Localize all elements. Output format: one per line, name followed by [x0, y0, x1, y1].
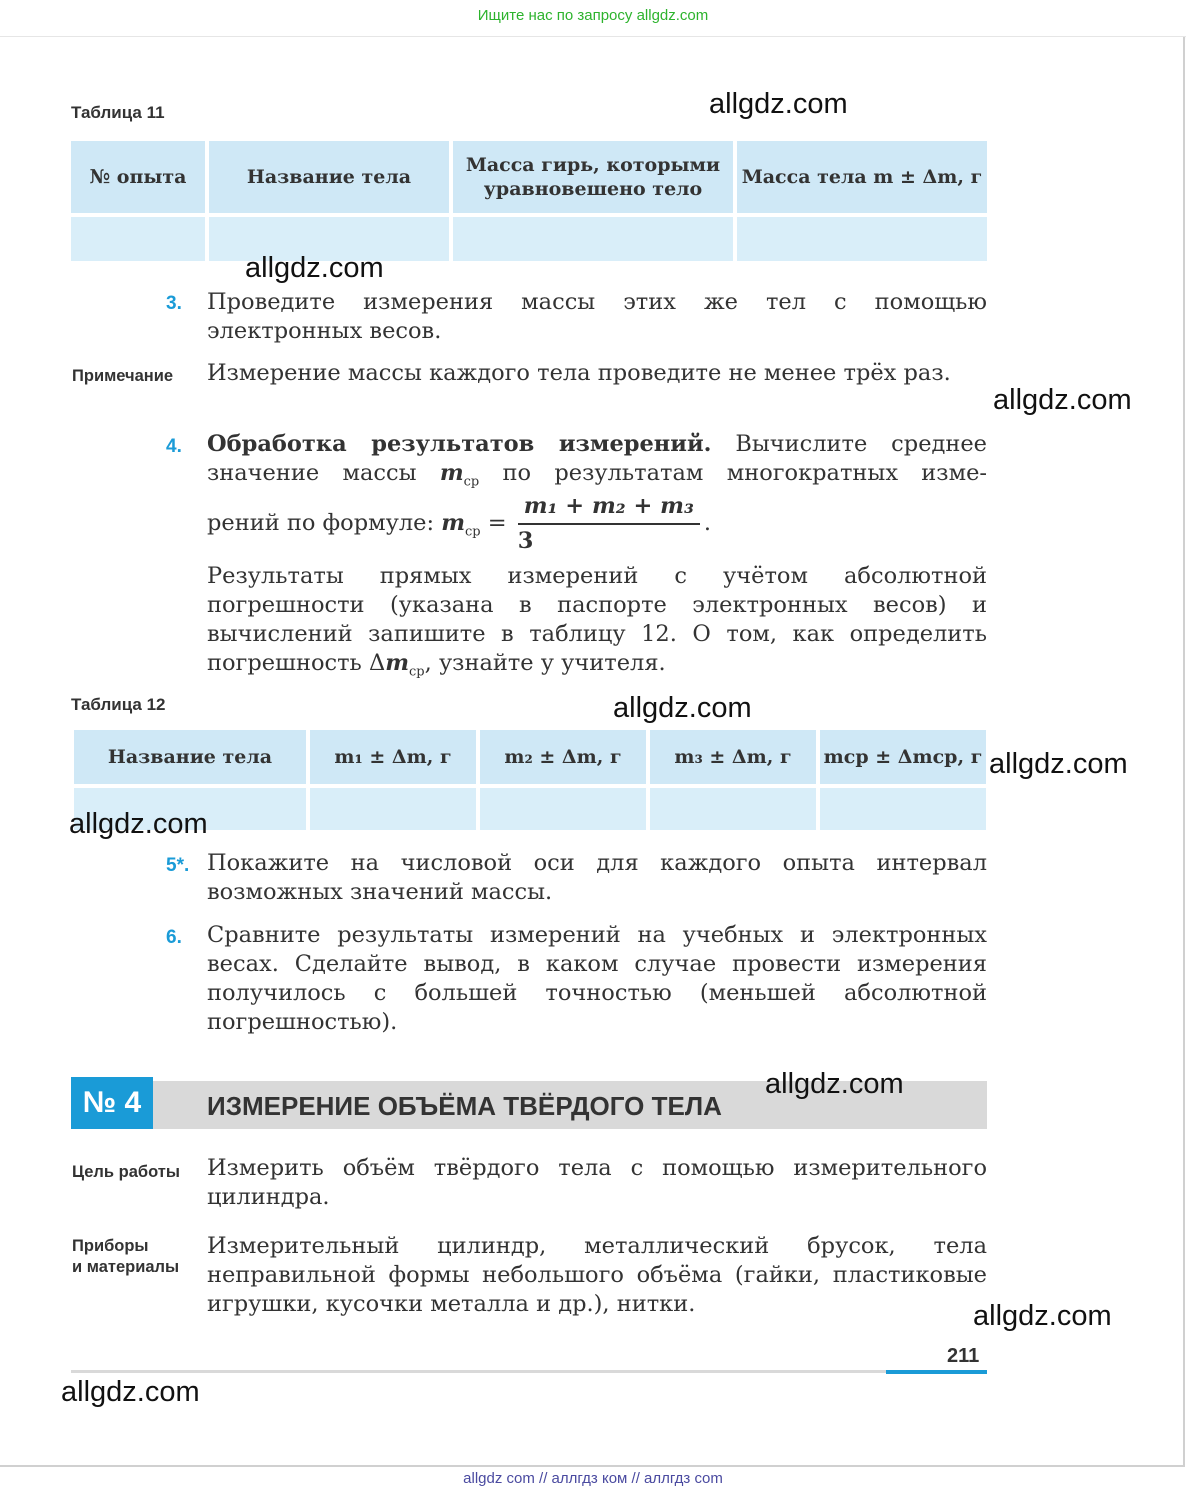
- page-number: 211: [947, 1345, 980, 1367]
- item-4-text-c: рений по формуле:: [207, 510, 442, 536]
- tools-label: [72, 1236, 179, 1278]
- formula-numerator: m₁ + m₂ + m₃: [518, 492, 700, 525]
- item-4-number: 4.: [166, 436, 182, 457]
- table12-header-mcp: mср ± Δmср, г: [820, 730, 986, 784]
- watermark: allgdz.com: [245, 252, 384, 284]
- table-12: [70, 730, 990, 830]
- item-4-p2-b: , узнайте у учителя.: [424, 650, 666, 676]
- watermark: allgdz.com: [613, 692, 752, 724]
- item-4-bold: Обработка результатов измерений.: [207, 431, 712, 457]
- footer-rule: [71, 1370, 987, 1373]
- table12-cell[interactable]: [820, 788, 986, 830]
- watermark: allgdz.com: [973, 1300, 1112, 1332]
- item-4-text-b: по результатам многократных изме-: [479, 460, 987, 486]
- table11-header-mass: Масса тела m ± Δm, г: [737, 141, 987, 213]
- table12-header-m3: m₃ ± Δm, г: [650, 730, 816, 784]
- table12-cell[interactable]: [480, 788, 646, 830]
- watermark: allgdz.com: [765, 1068, 904, 1100]
- formula-denominator: 3: [517, 528, 534, 554]
- tools-label-line-2: и материалы: [72, 1258, 180, 1276]
- note-label: Примечание: [72, 367, 174, 385]
- watermark: allgdz.com: [69, 808, 208, 840]
- goal-label: Цель работы: [72, 1163, 180, 1181]
- item-4-formula-line: рений по формуле: $m_{ср}$ = $\frac{\text{m₁ + m₂ + m₃}}{3}$ .: [207, 493, 711, 554]
- item-6-number: 6.: [166, 927, 182, 948]
- item-6-text: Сравните результаты измерений на учебных и электронных весах. Сделайте вывод, в каком случае провести измерения получилось с большей точностью (меньшей абсолютной погрешностью).: [207, 922, 987, 1035]
- watermark: allgdz.com: [709, 88, 848, 120]
- table12-cell[interactable]: [650, 788, 816, 830]
- table12-header-m2: m₂ ± Δm, г: [480, 730, 646, 784]
- table12-label: Таблица 12: [71, 695, 166, 714]
- tools-text: Измерительный цилиндр, металлический брусок, тела неправильной формы небольшого объёма (гайки, пластиковые игрушки, кусочки металла и др.), нитки.: [207, 1233, 987, 1317]
- item-3-text: Проведите измерения массы этих же тел с помощью электронных весов.: [207, 289, 987, 344]
- item-4-paragraph-2: Результаты прямых измерений с учётом абсолютной погрешности (указана в паспорте электронных весов) и вычислений запишите в таблицу 12. О том, как определить погрешность $\Delta m_{ср}$, узнайте у учителя.: [207, 563, 987, 680]
- item-4-text-a: Вычислите среднее значение массы: [207, 431, 987, 486]
- goal-text: Измерить объём твёрдого тела с помощью измерительного цилиндра.: [207, 1155, 987, 1210]
- top-banner: [0, 0, 1186, 37]
- table12-cell[interactable]: [310, 788, 476, 830]
- footer-links[interactable]: allgdz com // аллгдз ком // аллгдз com: [463, 1470, 723, 1487]
- table12-header-m1: m₁ ± Δm, г: [310, 730, 476, 784]
- formula-fraction: [518, 492, 700, 556]
- watermark: allgdz.com: [61, 1376, 200, 1408]
- table11-cell[interactable]: [71, 217, 205, 261]
- table11-label: Таблица 11: [71, 103, 165, 122]
- table11-header-weights: Масса гирь, которыми уравновешено тело: [453, 141, 733, 213]
- item-5-text: Покажите на числовой оси для каждого опыта интервал возможных значений массы.: [207, 850, 987, 905]
- note-text: Измерение массы каждого тела проведите не менее трёх раз.: [207, 360, 951, 386]
- watermark: allgdz.com: [989, 748, 1128, 780]
- watermark: allgdz.com: [993, 384, 1132, 416]
- tools-label-line-1: Приборы: [72, 1237, 149, 1255]
- top-banner-text[interactable]: Ищите нас по запросу allgdz.com: [477, 7, 709, 24]
- item-3-number: 3.: [166, 293, 182, 314]
- table11-cell[interactable]: [453, 217, 733, 261]
- section-title: ИЗМЕРЕНИЕ ОБЪЁМА ТВЁРДОГО ТЕЛА: [207, 1091, 722, 1121]
- item-4-p2-a: Результаты прямых измерений с учётом абсолютной погрешности (указана в паспорте электронных весов) и вычислений запишите в таблицу 12. О том, как определить погрешность: [207, 563, 987, 676]
- footer-rule-accent: [886, 1370, 987, 1374]
- table-11: [67, 141, 991, 261]
- table12-header-body: Название тела: [74, 730, 306, 784]
- table11-header-body: Название тела: [209, 141, 449, 213]
- mcp-symbol: m: [439, 460, 464, 486]
- table11-cell[interactable]: [737, 217, 987, 261]
- item-5-number: 5*.: [166, 855, 190, 876]
- section-number: № 4: [71, 1077, 153, 1129]
- item-4-text: Обработка результатов измерений. Вычислите среднее значение массы $m_{ср}$ по результатам многократных изме-: [207, 431, 987, 490]
- table11-header-number: № опыта: [71, 141, 205, 213]
